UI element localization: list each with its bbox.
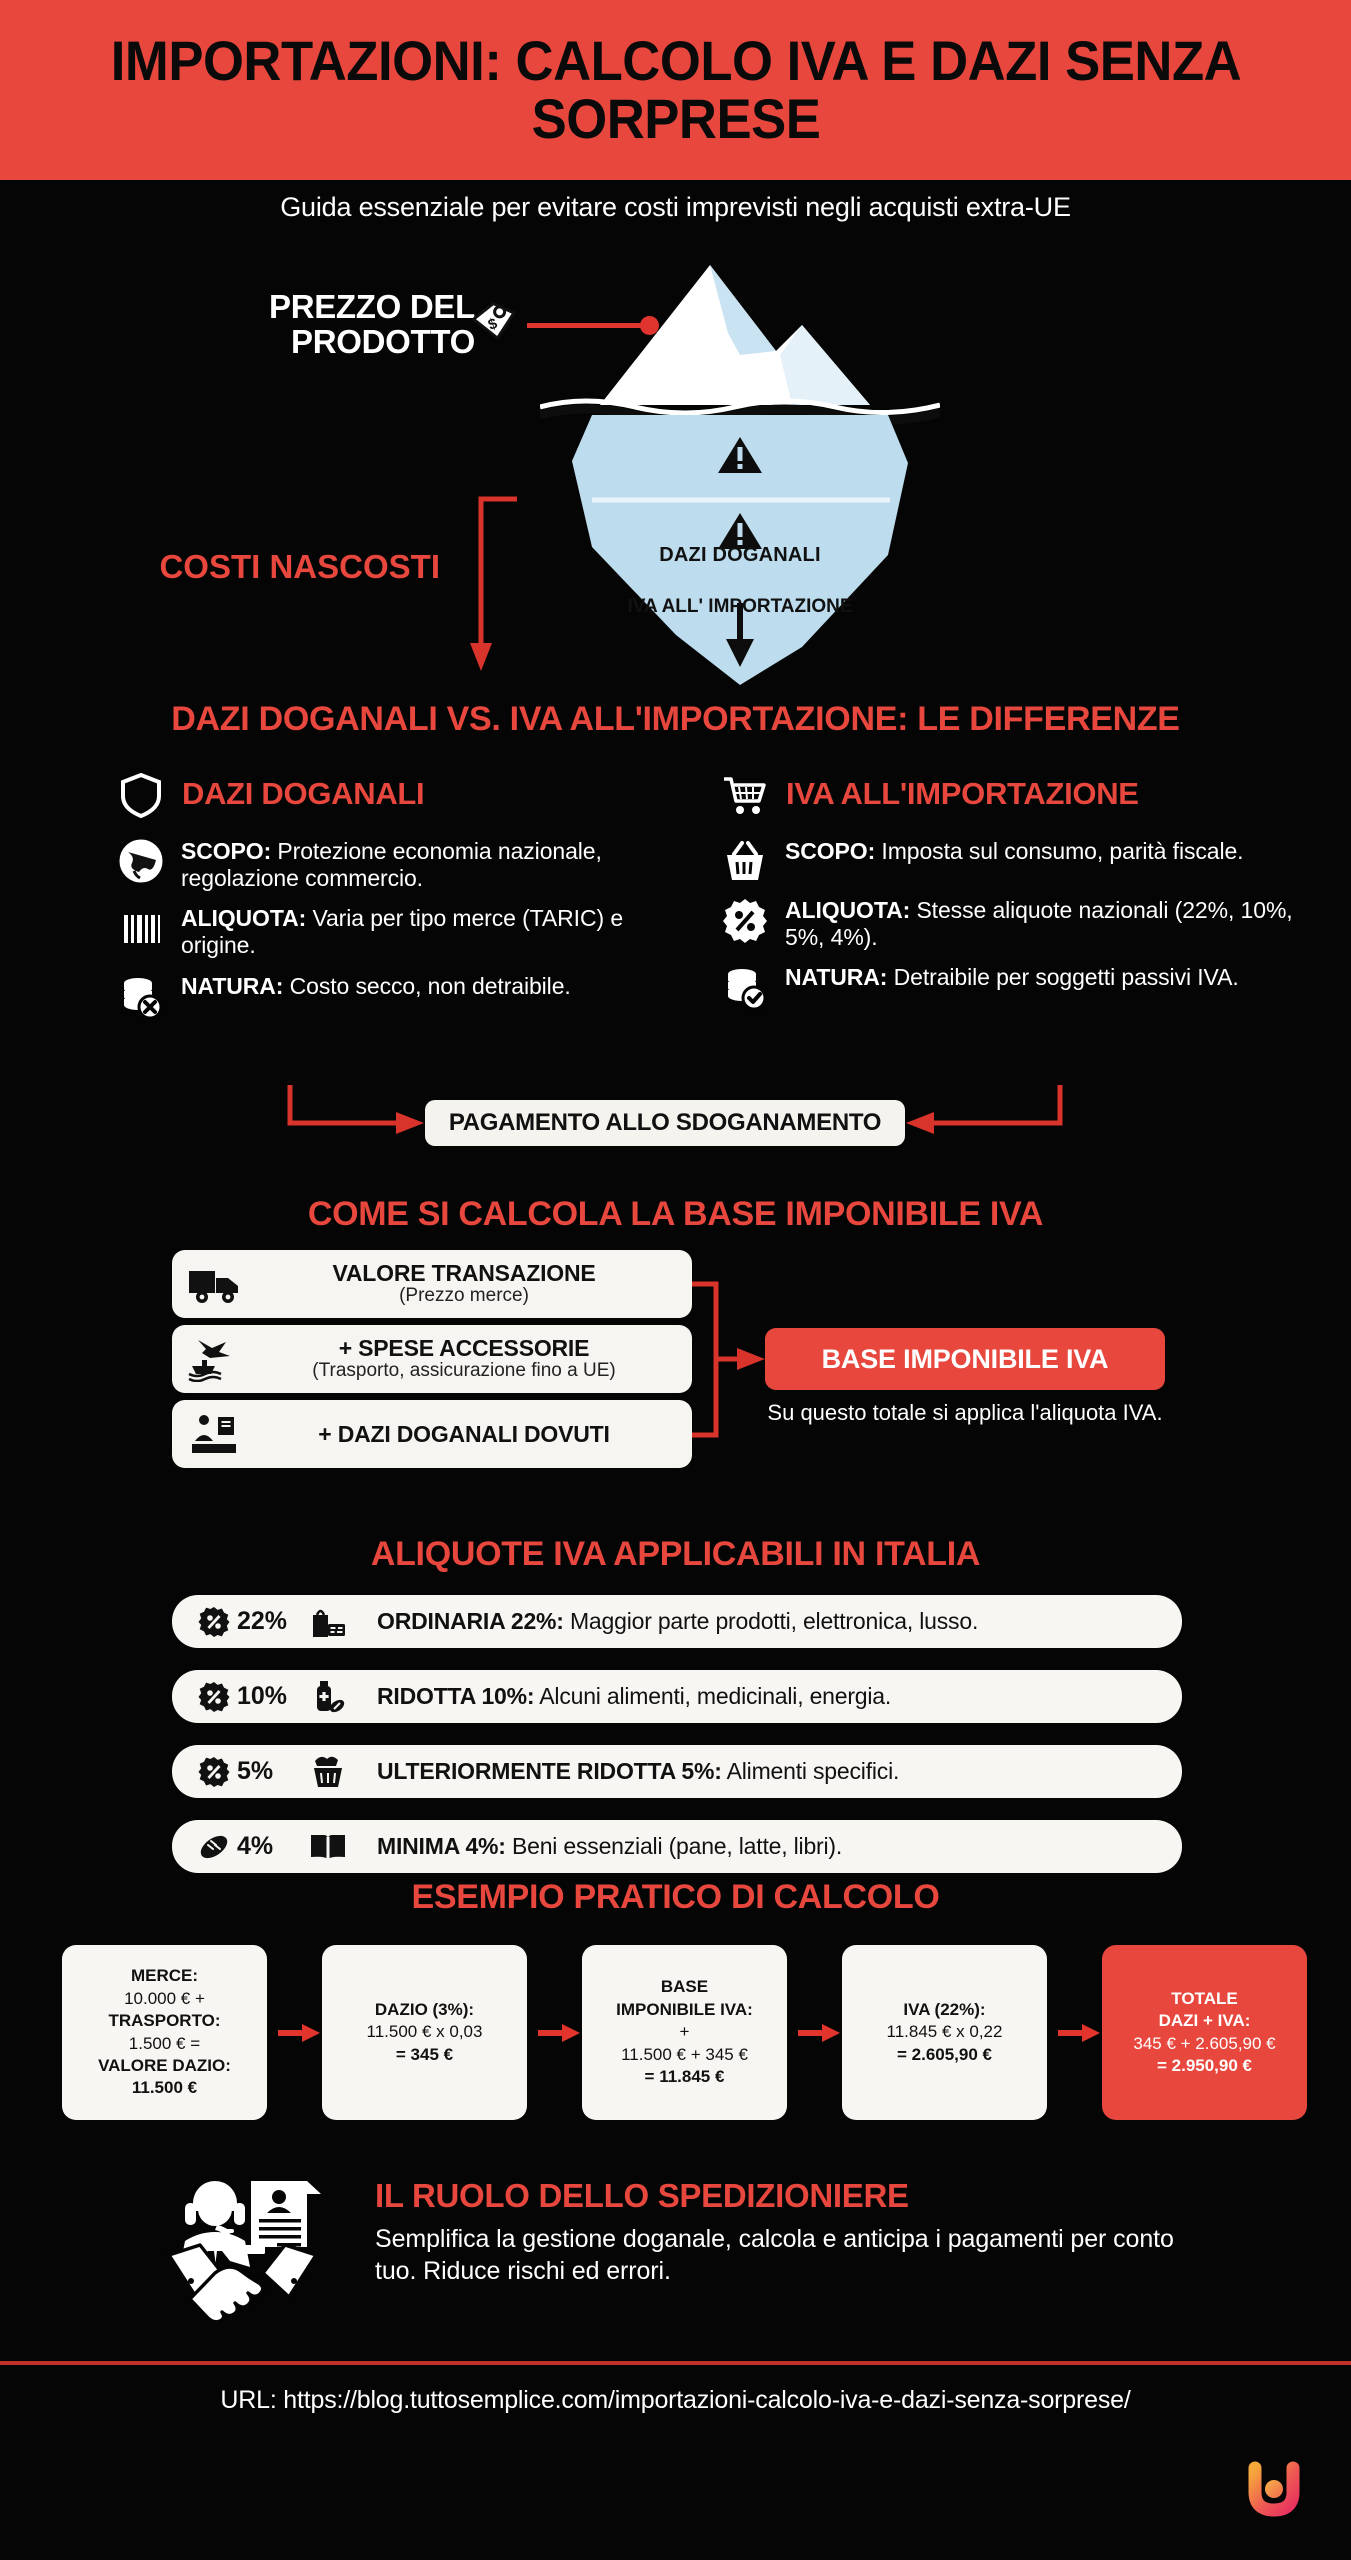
spedizioniere-title: IL RUOLO DELLO SPEDIZIONIERE — [375, 2177, 909, 2214]
esempio-line: IMPONIBILE IVA: — [616, 1999, 753, 2019]
food-basket-icon — [307, 1754, 349, 1790]
iceberg-illustration — [540, 255, 940, 695]
esempio-line: MERCE: — [130, 1966, 199, 1986]
base-imponibile-result: BASE IMPONIBILE IVA — [765, 1328, 1165, 1390]
aliquote-heading: ALIQUOTE IVA APPLICABILI IN ITALIA — [370, 1535, 981, 1573]
percent-badge-icon — [198, 1681, 230, 1713]
hidden-costs-label: COSTI NASCOSTI — [159, 548, 440, 585]
esempio-line: 10.000 € + — [124, 1988, 205, 2008]
aliquota-percent: 4% — [237, 1832, 274, 1860]
price-label: PREZZO DEL PRODOTTO — [268, 288, 475, 360]
esempio-step-4 — [842, 1945, 1047, 2120]
esempio-line: + — [679, 2022, 690, 2042]
plane-ship-icon — [186, 1336, 244, 1382]
comparison-column-iva — [722, 770, 1322, 1021]
esempio-heading: ESEMPIO PRATICO DI CALCOLO — [411, 1878, 940, 1916]
esempio-line: IVA (22%): — [903, 1999, 986, 2019]
esempio-line: DAZIO (3%): — [374, 1999, 475, 2019]
comparison-left-row-scopo — [118, 836, 678, 892]
esempio-step-3 — [582, 1945, 787, 2120]
footer-divider — [0, 2361, 1351, 2365]
comparison-left-row-aliquota-text: ALIQUOTA: Varia per tipo merce (TARIC) e origine. — [181, 905, 624, 959]
esempio-line: = 2.605,90 € — [896, 2044, 992, 2064]
esempio-line: DAZI + IVA: — [1158, 2011, 1251, 2031]
esempio-step-4-lines — [887, 1999, 1003, 2066]
base-item-dazi-dovuti-text — [250, 1422, 678, 1447]
esempio-line: = 11.845 € — [644, 2067, 725, 2087]
base-imponibile-section — [0, 1250, 1351, 1490]
esempio-line: 11.500 € — [131, 2078, 198, 2098]
comparison-left-row-aliquota — [118, 903, 678, 959]
comparison-left-row-natura-text: NATURA: Costo secco, non detraibile. — [181, 972, 571, 999]
comparison-right-row-scopo — [722, 836, 1322, 884]
base-imponibile-heading: COME SI CALCOLA LA BASE IMPONIBILE IVA — [307, 1195, 1044, 1233]
iceberg-section — [0, 255, 1351, 695]
footer-url[interactable]: URL: https://blog.tuttosemplice.com/importazioni-calcolo-iva-e-dazi-senza-sorprese/ — [220, 2386, 1131, 2414]
base-item-title: + DAZI DOGANALI DOVUTI — [318, 1420, 610, 1447]
esempio-step-2-lines — [367, 1999, 483, 2066]
esempio-step-1 — [62, 1945, 267, 2120]
price-tag-icon — [470, 297, 526, 347]
payment-banner: PAGAMENTO ALLO SDOGANAMENTO — [425, 1100, 905, 1146]
page-subtitle: Guida essenziale per evitare costi imprevisti negli acquisti extra-UE — [280, 192, 1071, 222]
esempio-step-2 — [322, 1945, 527, 2120]
brand-u-logo — [1245, 2460, 1303, 2522]
truck-icon — [186, 1261, 244, 1307]
comparison-heading: DAZI DOGANALI VS. IVA ALL'IMPORTAZIONE: LE DIFFERENZE — [171, 700, 1180, 738]
esempio-line: 11.500 € x 0,03 — [366, 2022, 483, 2042]
base-item-valore-transazione-text — [250, 1261, 678, 1306]
esempio-line: 11.845 € x 0,22 — [886, 2022, 1003, 2042]
aliquota-row-5 — [172, 1745, 1182, 1798]
coins-check-icon — [722, 964, 768, 1010]
comparison-left-title-row — [118, 770, 678, 818]
comparison-right-title-row — [722, 770, 1322, 818]
comparison-left-row-natura — [118, 971, 678, 1019]
payment-banner-section — [0, 1085, 1351, 1155]
shopping-cart-icon — [722, 772, 768, 818]
base-item-dazi-dovuti — [172, 1400, 692, 1468]
esempio-step-3-lines — [616, 1976, 753, 2088]
base-item-title: VALORE TRANSAZIONE — [332, 1260, 596, 1287]
spedizioniere-body: Semplifica la gestione doganale, calcola e anticipa i pagamenti per conto tuo. Riduce rischi ed errori. — [375, 2225, 1174, 2285]
esempio-step-5-total — [1102, 1945, 1307, 2120]
book-icon — [307, 1829, 349, 1865]
base-imponibile-note: Su questo totale si applica l'aliquota IVA. — [767, 1400, 1163, 1425]
basket-icon — [722, 838, 768, 884]
aliquota-row-4 — [172, 1820, 1182, 1873]
comparison-right-title: IVA ALL'IMPORTAZIONE — [786, 776, 1139, 811]
esempio-line: = 345 € — [395, 2044, 454, 2064]
comparison-right-row-aliquota — [722, 895, 1322, 951]
esempio-arrow-icon-2 — [538, 2024, 580, 2042]
aliquota-desc: ULTERIORMENTE RIDOTTA 5%: Alimenti specifici. — [377, 1758, 900, 1784]
esempio-line: 11.500 € + 345 € — [621, 2044, 748, 2064]
page-title: IMPORTAZIONI: CALCOLO IVA E DAZI SENZA SORPRESE — [110, 28, 1241, 150]
shield-icon — [118, 772, 164, 818]
percent-badge-icon — [722, 897, 768, 943]
comparison-right-row-natura — [722, 962, 1322, 1010]
svg-text:$: $ — [485, 315, 500, 334]
hidden-costs-arrow-icon — [465, 495, 525, 675]
aliquota-percent: 22% — [237, 1607, 288, 1635]
esempio-line: = 2.950,90 € — [1156, 2055, 1252, 2075]
barcode-icon — [118, 905, 164, 951]
esempio-step-5-lines — [1133, 1988, 1275, 2078]
comparison-column-dazi — [118, 770, 678, 1030]
shopping-bag-card-icon — [307, 1604, 349, 1640]
esempio-line: VALORE DAZIO: — [98, 2055, 231, 2075]
header-band — [0, 0, 1351, 180]
globe-icon — [118, 838, 164, 884]
esempio-arrow-icon-3 — [798, 2024, 840, 2042]
percent-badge-icon — [198, 1606, 230, 1638]
comparison-right-row-scopo-text: SCOPO: Imposta sul consumo, parità fiscale. — [785, 838, 1244, 864]
medicine-bottle-icon — [307, 1679, 349, 1715]
customs-broker-handshake-icon — [155, 2173, 330, 2323]
iceberg-item-iva: IVA ALL' IMPORTAZIONE — [627, 596, 853, 617]
base-item-sub: (Trasporto, assicurazione fino a UE) — [312, 1360, 616, 1382]
aliquota-row-10 — [172, 1670, 1182, 1723]
aliquota-desc: MINIMA 4%: Beni essenziali (pane, latte, libri). — [377, 1833, 843, 1859]
esempio-line: TOTALE — [1171, 1988, 1238, 2008]
esempio-step-1-lines — [98, 1965, 231, 2100]
spedizioniere-section — [0, 2165, 1351, 2335]
base-item-spese-accessorie — [172, 1325, 692, 1393]
aliquota-percent: 10% — [237, 1682, 288, 1710]
aliquota-row-22 — [172, 1595, 1182, 1648]
esempio-line: BASE — [660, 1977, 709, 1997]
bread-icon — [198, 1831, 230, 1863]
esempio-line: 1.500 € = — [128, 2033, 201, 2053]
percent-badge-icon — [198, 1756, 230, 1788]
comparison-right-row-natura-text: NATURA: Detraibile per soggetti passivi IVA. — [785, 964, 1239, 991]
esempio-line: 345 € + 2.605,90 € — [1133, 2033, 1276, 2053]
aliquota-desc: RIDOTTA 10%: Alcuni alimenti, medicinali, energia. — [377, 1683, 892, 1709]
iceberg-item-dazi: DAZI DOGANALI — [659, 544, 821, 566]
coins-x-icon — [118, 973, 164, 1019]
base-item-spese-accessorie-text — [250, 1336, 678, 1381]
comparison-left-title: DAZI DOGANALI — [182, 776, 425, 811]
esempio-line: TRASPORTO: — [108, 2011, 221, 2031]
esempio-section — [0, 1945, 1351, 2120]
base-item-valore-transazione — [172, 1250, 692, 1318]
aliquota-desc: ORDINARIA 22%: Maggior parte prodotti, elettronica, lusso. — [377, 1608, 979, 1634]
aliquota-percent: 5% — [237, 1757, 274, 1785]
base-item-title: + SPESE ACCESSORIE — [338, 1335, 590, 1362]
esempio-arrow-icon-4 — [1058, 2024, 1100, 2042]
base-item-sub: (Prezzo merce) — [399, 1285, 529, 1307]
comparison-left-row-scopo-text: SCOPO: Protezione economia nazionale, regolazione commercio. — [181, 838, 602, 892]
comparison-right-row-aliquota-text: ALIQUOTA: Stesse aliquote nazionali (22%, 10%, 5%, 4%). — [785, 897, 1293, 951]
esempio-arrow-icon-1 — [278, 2024, 320, 2042]
customs-officer-icon — [186, 1411, 244, 1457]
